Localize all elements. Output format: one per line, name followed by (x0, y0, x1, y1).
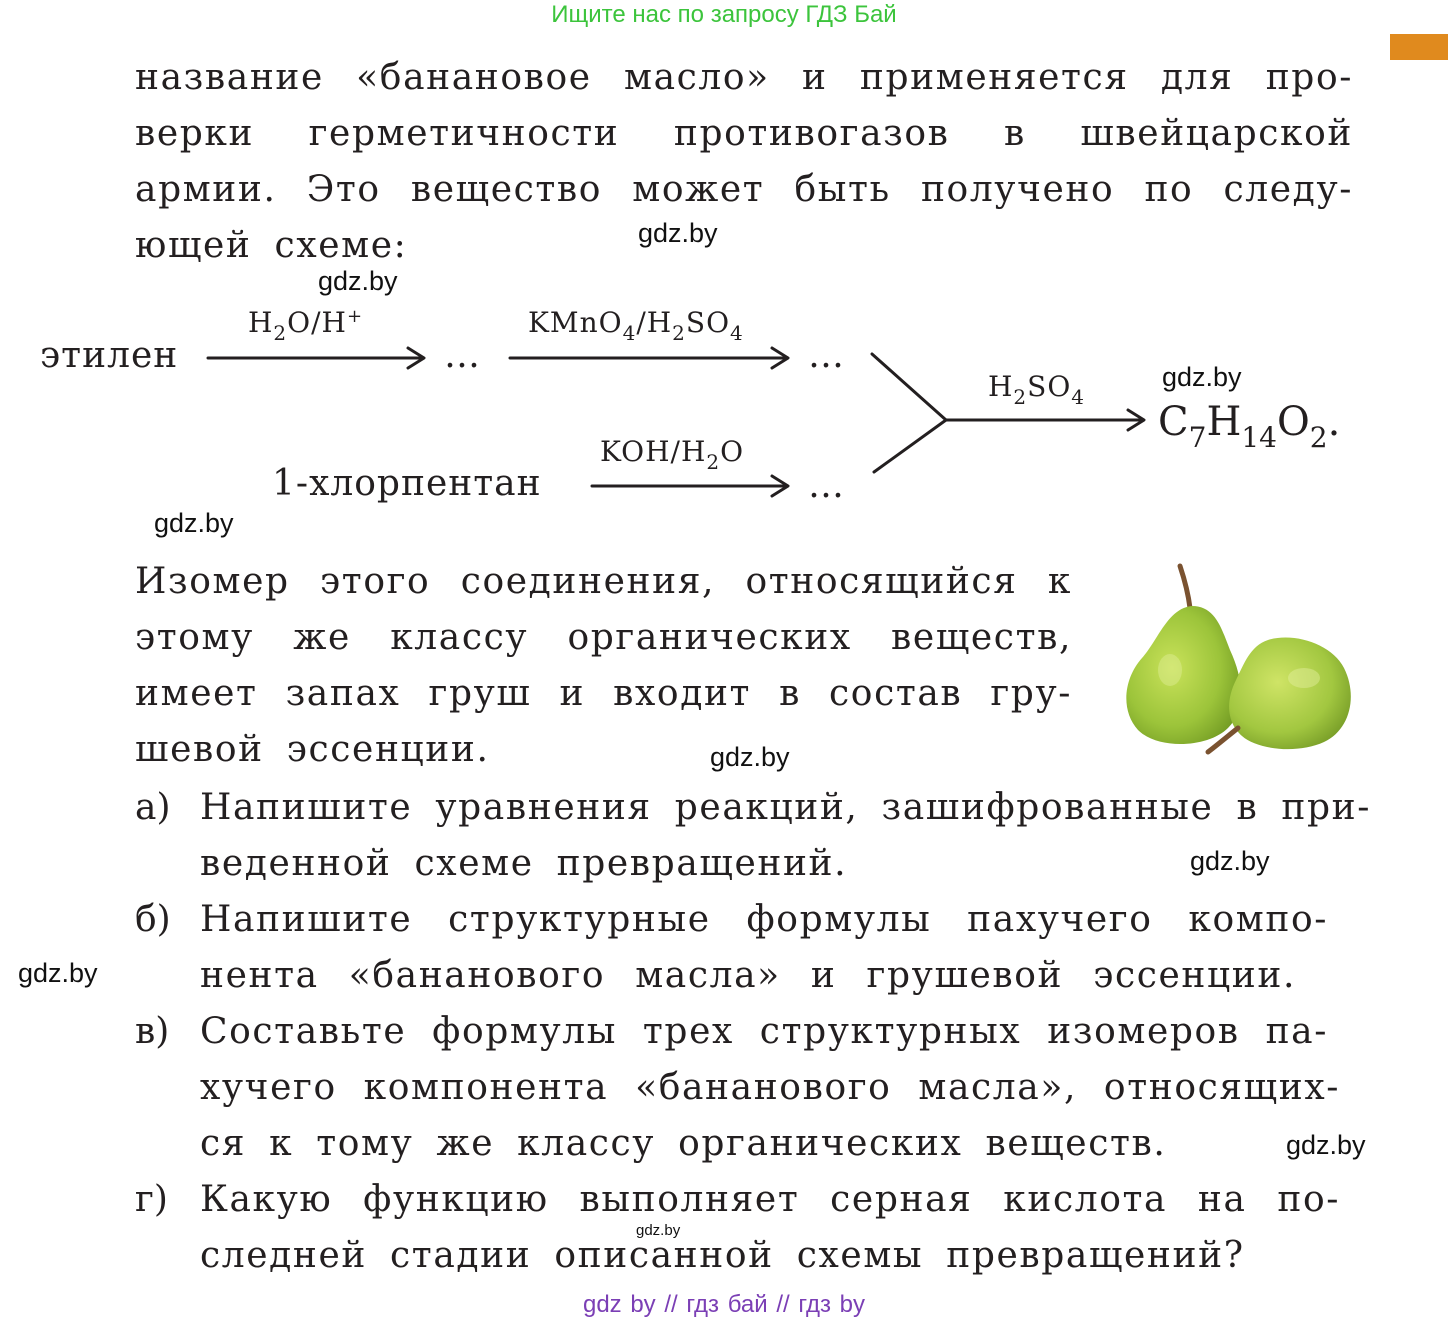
watermark: gdz.by (1190, 846, 1270, 876)
arrow-3 (592, 476, 788, 496)
pears-image (1118, 560, 1358, 760)
watermark: gdz.by (636, 1222, 681, 1239)
intermediate-dots-2: … (808, 335, 845, 376)
watermark: gdz.by (1162, 362, 1242, 392)
task-b-label: б) (135, 899, 171, 940)
task-b-line-1: Напишите структурные формулы пахучего компо- (200, 899, 1328, 940)
task-a-line-1: Напишите уравнения реакций, зашифрованные в при- (200, 787, 1371, 828)
top-banner: Ищите нас по запросу ГДЗ Бай (551, 1, 897, 28)
isomer-line-2: этому же классу органических веществ, (135, 617, 1072, 658)
intro-line-2: верки герметичности противогазов в швейцарской (135, 113, 1353, 154)
watermark: gdz.by (1286, 1130, 1366, 1160)
isomer-line-4: шевой эссенции. (135, 729, 490, 770)
watermark: gdz.by (710, 742, 790, 772)
intro-line-4: ющей схеме: (135, 225, 408, 266)
task-g-line-2: следней стадии описанной схемы превращений? (200, 1235, 1245, 1276)
reaction-scheme (0, 290, 1448, 530)
condition-oxidation: $KMnO_4/H_2SO_4$ (528, 306, 744, 345)
footer-watermark: gdz by // гдз бай // гдз by (582, 1291, 866, 1318)
intro-line-3: армии. Это вещество может быть получено по следу- (135, 169, 1353, 210)
start-chloropentane: 1-хлорпентан (272, 463, 542, 504)
intermediate-dots-1: … (444, 335, 481, 376)
arrow-2 (510, 348, 788, 368)
intermediate-dots-3: … (808, 465, 845, 506)
task-v-line-3: ся к тому же классу органических веществ. (200, 1123, 1167, 1164)
isomer-line-1: Изомер этого соединения, относящийся к (135, 561, 1072, 602)
watermark: gdz.by (18, 958, 98, 988)
task-a-label: а) (135, 787, 171, 828)
converging-lines (872, 354, 946, 472)
task-a-line-2: веденной схеме превращений. (200, 843, 848, 884)
watermark: gdz.by (638, 218, 718, 248)
watermark: gdz.by (154, 508, 234, 538)
watermark: gdz.by (318, 266, 398, 296)
start-ethylene: этилен (40, 335, 179, 376)
task-g-line-1: Какую функцию выполняет серная кислота на по- (200, 1179, 1340, 1220)
arrow-4 (946, 410, 1144, 430)
page-tab-marker (1390, 34, 1448, 60)
task-v-line-2: хучего компонента «бананового масла», относящих- (200, 1067, 1340, 1108)
isomer-line-3: имеет запах груш и входит в состав гру- (135, 673, 1072, 714)
product-formula: $C_7H_{14}O_2$. (1158, 399, 1341, 454)
scheme-arrows (0, 290, 1448, 530)
condition-esterification: $H_2SO_4$ (988, 370, 1086, 409)
task-v-label: в) (135, 1011, 170, 1052)
condition-hydrolysis: KOH/$H_2O$ (600, 435, 745, 474)
task-v-line-1: Составьте формулы трех структурных изомеров па- (200, 1011, 1328, 1052)
condition-hydration: $H_2O/H^+$ (248, 306, 364, 345)
task-g-label: г) (135, 1179, 168, 1220)
arrow-1 (208, 348, 424, 368)
task-b-line-2: нента «бананового масла» и грушевой эссенции. (200, 955, 1296, 996)
intro-line-1: название «банановое масло» и применяется для про- (135, 57, 1353, 98)
